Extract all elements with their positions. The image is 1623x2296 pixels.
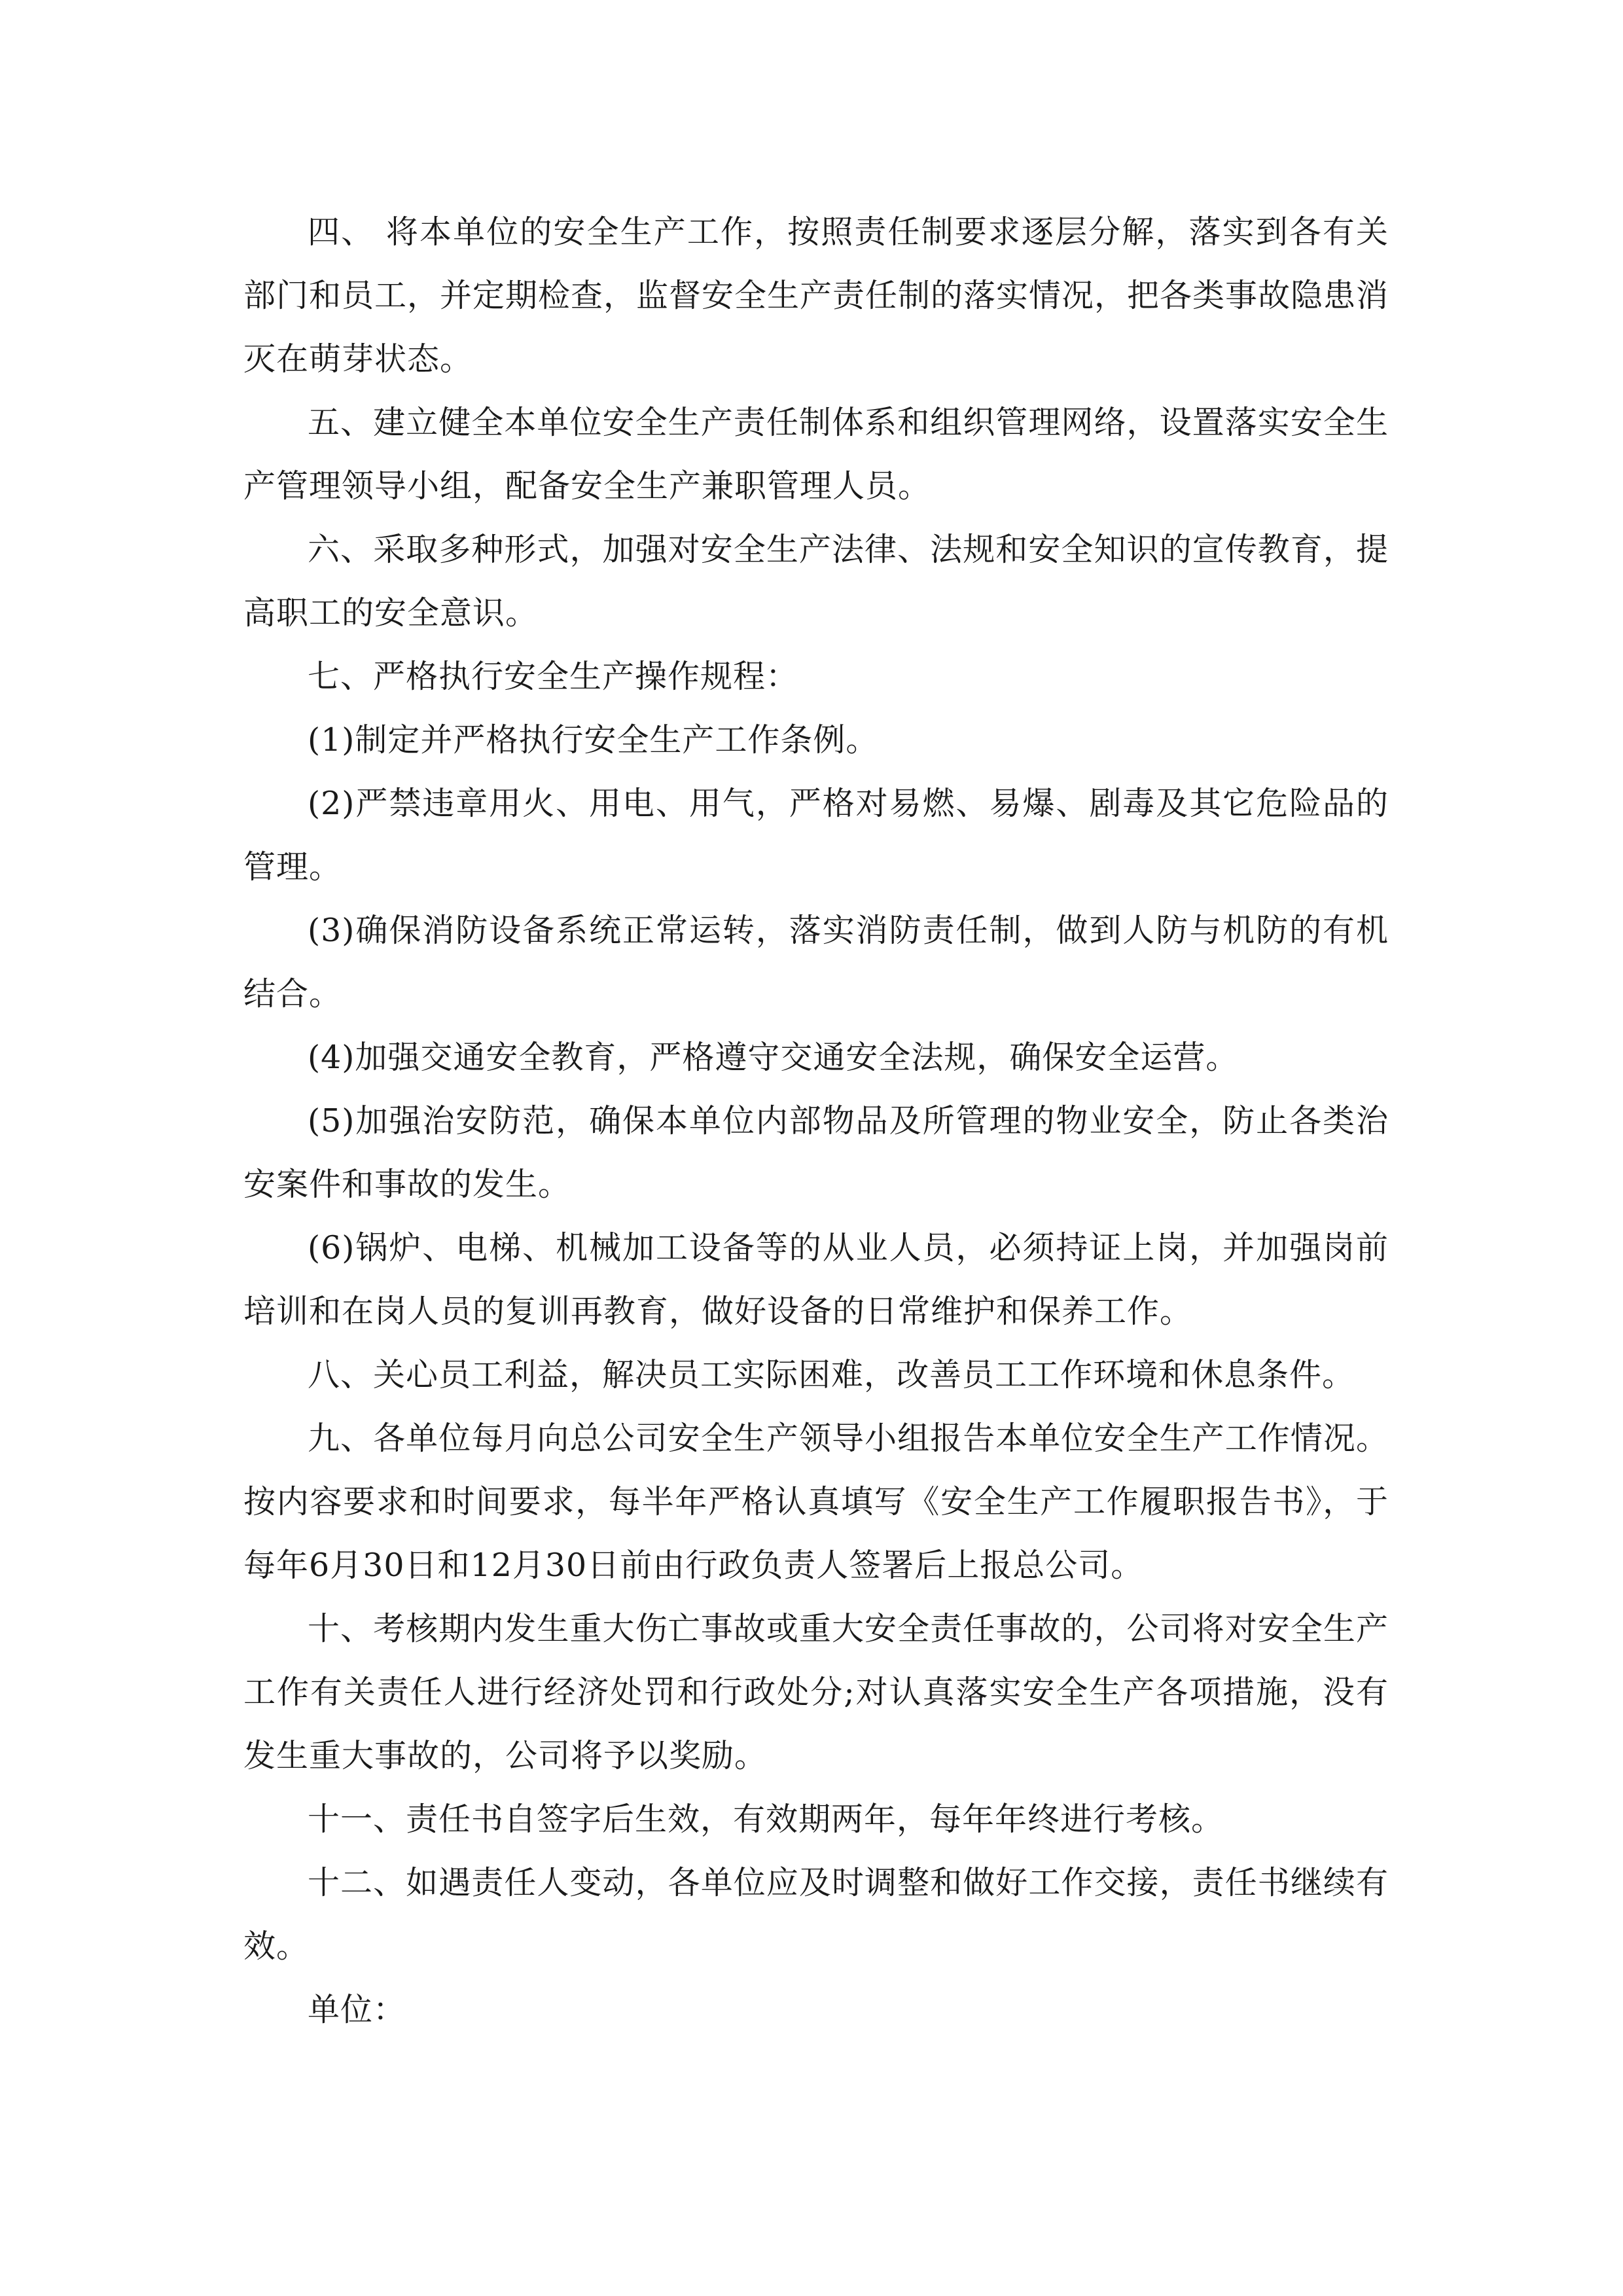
- paragraph-item-9: 九、各单位每月向总公司安全生产领导小组报告本单位安全生产工作情况。按内容要求和时间要求，每半年严格认真填写《安全生产工作履职报告书》，于每年6月30日和12月30日前由行政负责人签署后上报总公司。: [243, 1420, 1389, 1584]
- paragraph-item-8: 八、关心员工利益，解决员工实际困难，改善员工工作环境和休息条件。: [308, 1356, 1355, 1393]
- subitem-5: (5)加强治安防范，确保本单位内部物品及所管理的物业安全，防止各类治安案件和事故的发生。: [243, 1102, 1389, 1203]
- unit-signature-label: 单位：: [308, 1991, 406, 2028]
- subitem-2: (2)严禁违章用火、用电、用气，严格对易燃、易爆、剧毒及其它危险品的管理。: [243, 785, 1389, 886]
- subitem-6: (6)锅炉、电梯、机械加工设备等的从业人员，必须持证上岗，并加强岗前培训和在岗人员的复训再教育，做好设备的日常维护和保养工作。: [243, 1229, 1389, 1330]
- subitem-4: (4)加强交通安全教育，严格遵守交通安全法规，确保安全运营。: [308, 1039, 1239, 1076]
- paragraph-item-4: 四、 将本单位的安全生产工作，按照责任制要求逐层分解，落实到各有关部门和员工，并定期检查，监督安全生产责任制的落实情况，把各类事故隐患消灭在萌芽状态。: [243, 213, 1389, 378]
- paragraph-item-11: 十一、责任书自签字后生效，有效期两年，每年年终进行考核。: [308, 1801, 1224, 1838]
- paragraph-item-6: 六、采取多种形式，加强对安全生产法律、法规和安全知识的宣传教育，提高职工的安全意识。: [243, 531, 1389, 632]
- paragraph-item-12: 十二、如遇责任人变动，各单位应及时调整和做好工作交接，责任书继续有效。: [243, 1864, 1389, 1965]
- paragraph-item-5: 五、建立健全本单位安全生产责任制体系和组织管理网络，设置落实安全生产管理领导小组，配备安全生产兼职管理人员。: [243, 404, 1389, 505]
- paragraph-item-10: 十、考核期内发生重大伤亡事故或重大安全责任事故的，公司将对安全生产工作有关责任人进行经济处罚和行政处分;对认真落实安全生产各项措施，没有发生重大事故的，公司将予以奖励。: [243, 1610, 1389, 1774]
- subitem-1: (1)制定并严格执行安全生产工作条例。: [308, 721, 879, 759]
- subitem-3: (3)确保消防设备系统正常运转，落实消防责任制，做到人防与机防的有机结合。: [243, 912, 1389, 1013]
- document-body: [243, 200, 1389, 2041]
- paragraph-item-7: 七、严格执行安全生产操作规程：: [308, 658, 799, 695]
